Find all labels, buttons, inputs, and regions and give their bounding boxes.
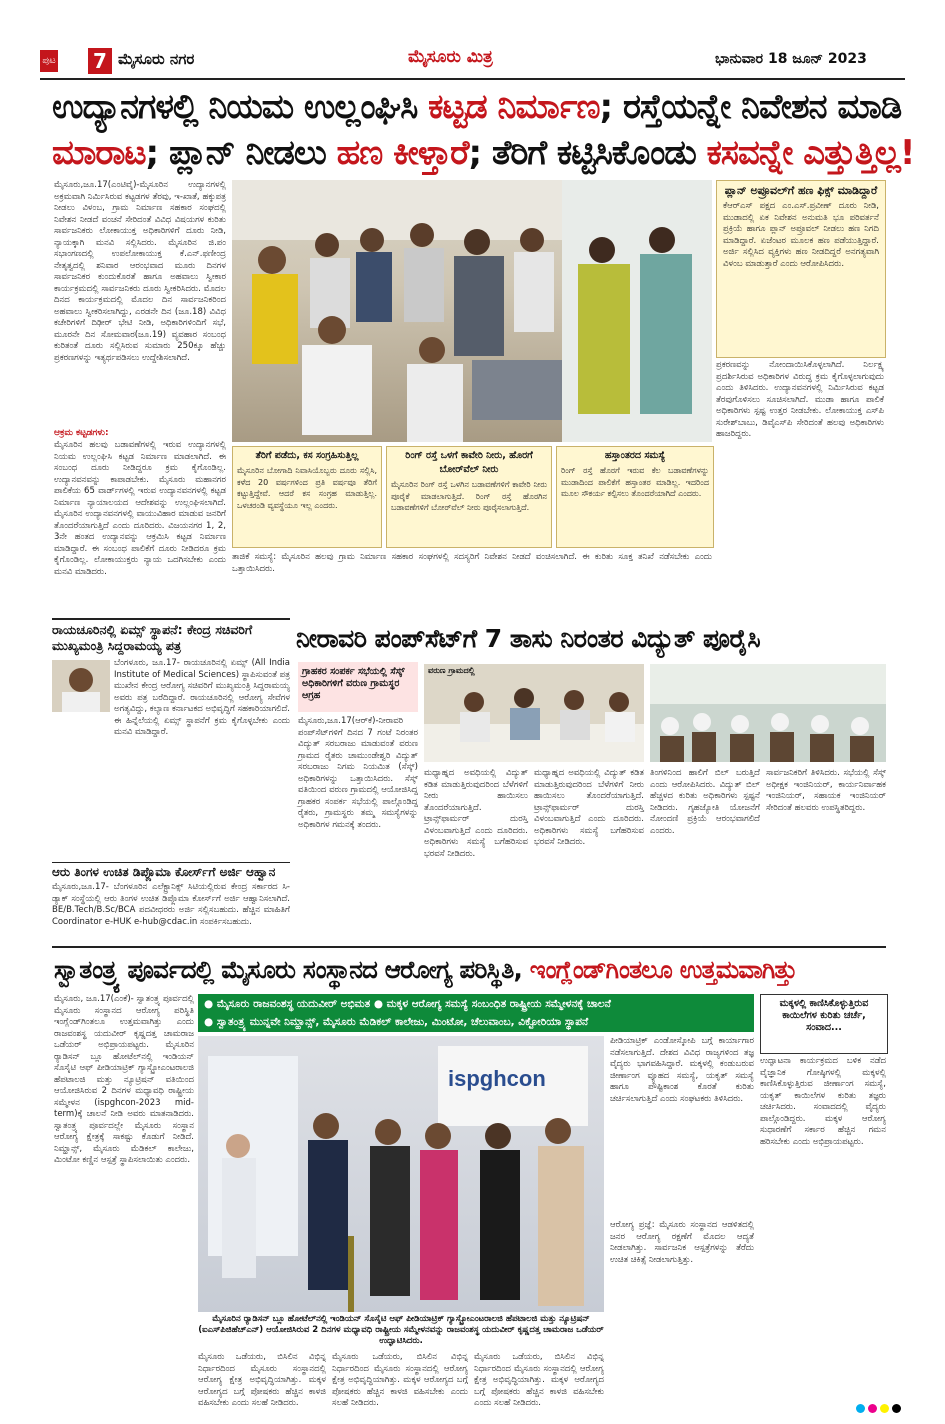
photo-label: ವರುಣ ಗ್ರಾಮದಲ್ಲಿ: [428, 666, 475, 675]
health-side-title: ಮಕ್ಕಳಲ್ಲಿ ಕಾಣಿಸಿಕೊಳ್ಳುತ್ತಿರುವ ಕಾಯಿಲೆಗಳ ಕುರಿತು ಚರ್ಚೆ, ಸಂವಾದ...: [779, 998, 869, 1033]
lead-subheading: ಆಕ್ರಮ ಕಟ್ಟಡಗಳು:: [54, 428, 109, 438]
pump-body-col4: ತಿಂಗಳಿನಿಂದ ಹಾಲಿಗೆ ಬಿಲ್ ಬರುತ್ತಿದೆ ಎಂದು ಆರೋಪಿಸಿದರು. ವಿದ್ಯುತ್ ಬಿಲ್ ಹೆಚ್ಚಳದ ಕುರಿತು ಅಧಿಕಾರಿಗಳು ಸ್ಪಷ್ಟನೆ ನೀಡಿದರು. ಗೃಹಜ್ಯೋತಿ ಯೋಜನೆಗೆ ನೋಂದಣಿ ಪ್ರಕ್ರಿಯೆ ಆರಂಭವಾಗಲಿದೆ ಎಂದರು.: [650, 768, 760, 836]
magenta-mark-icon: [868, 1404, 877, 1413]
info-box-1-body: ಮೈಸೂರಿನ ಬೋಗಾದಿ ನಿವಾಸಿಯೊಬ್ಬರು ದೂರು ಸಲ್ಲಿಸಿ, ಕಳೆದ 20 ವರ್ಷಗಳಿಂದ ಪ್ರತಿ ವರ್ಷವೂ ತೆರಿಗೆ ಕಟ್ಟುತ್ತಿದ್ದೇವೆ. ಆದರೆ ಕಸ ಸಂಗ್ರಹ ಮಾಡುತ್ತಿಲ್ಲ. ಒಳಚರಂಡಿ ವ್ಯವಸ್ಥೆಯೂ ಇಲ್ಲ ಎಂದರು.: [237, 466, 377, 510]
info-box-3-body: ರಿಂಗ್ ರಸ್ತೆ ಹೊರಗೆ ಇರುವ ಕೆಲ ಬಡಾವಣೆಗಳನ್ನು ಮುಡಾದಿಂದ ಪಾಲಿಕೆಗೆ ಹಸ್ತಾಂತರ ಮಾಡಿಲ್ಲ. ಇದರಿಂದ ಮೂಲ ಸೌಕರ್ಯ ಕಲ್ಪಿಸಲು ತೊಂದರೆಯಾಗಿದೆ ಎಂದರು.: [561, 466, 709, 498]
pump-photo-1: [424, 664, 644, 762]
yellow-mark-icon: [880, 1404, 889, 1413]
lead-body-col1: ಮೈಸೂರು,ಜೂ.17(ಎಂಟಿವೈ)-ಮೈಸೂರಿನ ಉದ್ಯಾನಗಳಲ್ಲಿ ಅಕ್ರಮವಾಗಿ ನಿರ್ಮಿಸಿರುವ ಕಟ್ಟಡಗಳ ತೆರವು, ಇ-ಖಾತೆ, ಹಕ್ಕುಪತ್ರ ನೀಡಲು ವಿಳಂಬ, ಗ್ರಾಮ ನಿರ್ಮಾಣ ಸಹಕಾರ ಸಂಘದಲ್ಲಿ ನಿವೇಶನ ನೀಡದೆ ವಂಚನೆ ಸೇರಿದಂತೆ ವಿವಿಧ ವಿಷಯಗಳ ಕುರಿತು ಸಾರ್ವಜನಿಕರು ಲೋಕಾಯುಕ್ತ ಅಧಿಕಾರಿಗಳಿಗೆ ದೂರು ನೀಡಿ, ನ್ಯಾಯಕ್ಕಾಗಿ ಮನವಿ ಸಲ್ಲಿಸಿದರು. ಮೈಸೂರಿನ ಜಿ.ಪಂ ಸಭಾಂಗಣದಲ್ಲಿ ಉಪಲೋಕಾಯುಕ್ತ ಕೆ.ಎನ್.ಫಣೀಂದ್ರ ನೇತೃತ್ವದಲ್ಲಿ ಶನಿವಾರ ಆರಂಭವಾದ ಮೂರು ದಿನಗಳ ಸಾರ್ವಜನಿಕರ ಕುಂದುಕೊರತೆ ಹಾಗೂ ಅಹವಾಲು ಸ್ವೀಕಾರ ಕಾರ್ಯಕ್ರಮದಲ್ಲಿ ಸಾರ್ವಜನಿಕರು ದೂರು ಸ್ವೀಕರಿಸಿದರು. ಮೊದಲ ದಿನದ ಕಾರ್ಯಕ್ರಮದಲ್ಲಿ ಮೊದಲ ದಿನ ಸಾರ್ವಜನಿಕರಿಂದ ಅಹವಾಲು ಸ್ವೀಕರಿಸಲಾಗಿದ್ದು, ಎರಡನೇ ದಿನ (ಜೂ.18) ವಿವಿಧ ಕಚೇರಿಗಳಿಗೆ ದಿಢೀರ್ ಭೇಟಿ ನೀಡಿ, ಅಧಿಕಾರಿಗಳಿಂದಿಗೆ ಸಭೆ, ಮೂರನೇ ದಿನ ಸೋಮವಾರ(ಜೂ.19) ವ್ಯವಹಾರ ಸಂಬಂಧ ಕುರಿತಂತೆ ದೂರು ಸಲ್ಲಿಸಿರುವ ಸುಮಾರು 250ಕ್ಕೂ ಹೆಚ್ಚು ಪ್ರಕರಣಗಳನ್ನು ಇತ್ಯರ್ಥಪಡಿಸಲು ಉದ್ದೇಶಿಸಲಾಗಿದೆ.: [54, 180, 226, 363]
info-box-2-body: ಮೈಸೂರಿನ ರಿಂಗ್ ರಸ್ತೆ ಒಳಗಿನ ಬಡಾವಣೆಗಳಿಗೆ ಕಾವೇರಿ ನೀರು ಪೂರೈಕೆ ಮಾಡಲಾಗುತ್ತಿದೆ. ರಿಂಗ್ ರಸ್ತೆ ಹೊರಗಿನ ಬಡಾವಣೆಗಳಿಗೆ ಬೋರ್‌ವೆಲ್ ನೀರು ಪೂರೈಸಲಾಗುತ್ತಿದೆ.: [391, 480, 547, 512]
lead-body-bottom: ತಾಜಿಕೆ ಸಮಸ್ಯೆ: ಮೈಸೂರಿನ ಹಲವು ಗ್ರಾಮ ನಿರ್ಮಾಣ ಸಹಕಾರ ಸಂಘಗಳಲ್ಲಿ ಸದಸ್ಯರಿಗೆ ನಿವೇಶನ ನೀಡದೆ ವಂಚಿಸಲಾಗಿದೆ. ಈ ಕುರಿತು ಸೂಕ್ತ ತನಿಖೆ ನಡೆಸಬೇಕು ಎಂದು ಒತ್ತಾಯಿಸಿದರು.: [232, 552, 712, 574]
lead-headline-line2: [52, 130, 914, 176]
info-box-2-title: ರಿಂಗ್ ರಸ್ತೆ ಒಳಗೆ ಕಾವೇರಿ ನೀರು, ಹೊರಗೆ ಬೋರ್‌ವೆಲ್ ನೀರು: [405, 450, 533, 475]
course-body: ಮೈಸೂರು,ಜೂ.17- ಬೆಂಗಳೂರಿನ ಎಲೆಕ್ಟ್ರಾನಿಕ್ಸ್ ಸಿಟಿಯಲ್ಲಿರುವ ಕೇಂದ್ರ ಸರ್ಕಾರದ ಸಿ-ಡ್ಯಾಕ್ ಸಂಸ್ಥೆಯಲ್ಲಿ ಆರು ತಿಂಗಳ ಉಚಿತ ಡಿಪ್ಲೊಮಾ ಕೋರ್ಸ್‌ಗೆ ಅರ್ಜಿ ಆಹ್ವಾನಿಸಲಾಗಿದೆ. BE/B.Tech/B.Sc/BCA ಪದವೀಧರರು ಅರ್ಜಿ ಸಲ್ಲಿಸಬಹುದು. ಹೆಚ್ಚಿನ ಮಾಹಿತಿಗೆ Coordinator e-HUK e-hub@cdac.in ಸಂಪರ್ಕಿಸಬಹುದು.: [52, 882, 290, 927]
headline-part: ಉದ್ಯಾನಗಳಲ್ಲಿ ನಿಯಮ ಉಲ್ಲಂಘಿಸಿ: [52, 87, 429, 127]
health-body-mid3: ಮೈಸೂರು ಒಡೆಯರು, ಬಿಸಿಲಿನ ವಿಭಿನ್ನ ನಿರ್ಧಾರದಿಂದ ಮೈಸೂರು ಸಂಸ್ಥಾನದಲ್ಲಿ ಆರೋಗ್ಯ ಕ್ಷೇತ್ರ ಅಭಿವೃದ್ಧಿಯಾಗಿತ್ತು. ಮಕ್ಕಳ ಆರೋಗ್ಯದ ಬಗ್ಗೆ ಪೋಷಕರು ಹೆಚ್ಚಿನ ಕಾಳಜಿ ವಹಿಸಬೇಕು ಎಂದು ಸಲಹೆ ನೀಡಿದರು.: [474, 1352, 604, 1408]
health-body-col1: ಮೈಸೂರು, ಜೂ.17(ಎಂಕೆ)- ಸ್ವಾತಂತ್ರ್ಯ ಪೂರ್ವದಲ್ಲಿ ಮೈಸೂರು ಸಂಸ್ಥಾನದ ಆರೋಗ್ಯ ಪರಿಸ್ಥಿತಿ ಇಂಗ್ಲೆಂಡ್‌ಗಿಂತಲೂ ಉತ್ತಮವಾಗಿತ್ತು ಎಂದು ರಾಜವಂಶಸ್ಥ ಯದುವೀರ್ ಕೃಷ್ಣದತ್ತ ಚಾಮರಾಜ ಒಡೆಯರ್ ಅಭಿಪ್ರಾಯಪಟ್ಟರು. ಮೈಸೂರಿನ ರ‍್ಯಾಡಿಸನ್ ಬ್ಲೂ ಹೋಟೆಲ್‌ನಲ್ಲಿ ಇಂಡಿಯನ್ ಸೊಸೈಟಿ ಆಫ್ ಪೀಡಿಯಾಟ್ರಿಕ್ ಗ್ಯಾಸ್ಟ್ರೋಎಂಟರಾಲಜಿ ಹೆಪಟಾಲಜಿ ಮತ್ತು ನ್ಯೂಟ್ರಿಷನ್ ವತಿಯಿಂದ ಆಯೋಜಿಸಿರುವ 2 ದಿನಗಳ ಮಧ್ಯಾವಧಿ ರಾಷ್ಟ್ರೀಯ ಸಮ್ಮೇಳನ (ispghcon-2023 mid-term)ಕ್ಕೆ ಚಾಲನೆ ನೀಡಿ ಅವರು ಮಾತನಾಡಿದರು. ಸ್ವಾತಂತ್ರ್ಯ ಪೂರ್ವದಲ್ಲೇ ಮೈಸೂರು ಸಂಸ್ಥಾನ ಆರೋಗ್ಯ ಕ್ಷೇತ್ರಕ್ಕೆ ಸಾಕಷ್ಟು ಕೊಡುಗೆ ನೀಡಿದೆ. ನಿಮ್ಹಾನ್ಸ್, ಮೈಸೂರು ಮೆಡಿಕಲ್ ಕಾಲೇಜು, ಮಿಂಟೋ ಕಣ್ಣಿನ ಆಸ್ಪತ್ರೆ ಸ್ಥಾಪಿಸಲಾಯಿತು ಎಂದರು.: [54, 994, 194, 1165]
health-body-right1: ಪೀಡಿಯಾಟ್ರಿಕ್ ಎಂಡೋಸ್ಕೋಪಿ ಬಗ್ಗೆ ಕಾರ್ಯಾಗಾರ ನಡೆಸಲಾಗುತ್ತಿದೆ. ದೇಶದ ವಿವಿಧ ರಾಜ್ಯಗಳಿಂದ ತಜ್ಞ ವೈದ್ಯರು ಭಾಗವಹಿಸಿದ್ದಾರೆ. ಮಕ್ಕಳಲ್ಲಿ ಕಂಡುಬರುವ ಜೀರ್ಣಾಂಗ ವ್ಯೂಹದ ಸಮಸ್ಯೆ, ಯಕೃತ್ ಸಮಸ್ಯೆ ಹಾಗೂ ಪೌಷ್ಟಿಕಾಂಶ ಕೊರತೆ ಕುರಿತು ಚರ್ಚಿಸಲಾಗುತ್ತಿದೆ ಎಂದು ಸಂಘಟಕರು ತಿಳಿಸಿದರು.: [610, 1036, 754, 1104]
lead-body-right: ಪ್ರಕರಣವನ್ನು ನೋಂದಾಯಿಸಿಕೊಳ್ಳಲಾಗಿದೆ. ನಿರ್ಲಕ್ಷ್ಯ ಪ್ರದರ್ಶಿಸಿರುವ ಅಧಿಕಾರಿಗಳ ವಿರುದ್ಧ ಕ್ರಮ ಕೈಗೊಳ್ಳಲಾಗುವುದು ಎಂದು ತಿಳಿಸಿದರು. ಉದ್ಯಾನವನಗಳಲ್ಲಿ ನಿರ್ಮಿಸಿರುವ ಕಟ್ಟಡ ತೆರವುಗೊಳಿಸಲು ಸೂಚಿಸಲಾಗಿದೆ. ಮುಡಾ ಹಾಗೂ ಪಾಲಿಕೆ ಅಧಿಕಾರಿಗಳು ಸ್ಪಷ್ಟ ಉತ್ತರ ನೀಡಬೇಕು. ಲೋಕಾಯುಕ್ತ ಎಸ್‌ಪಿ ಸುರೇಶ್‌ಬಾಬು, ಡಿವೈಎಸ್‌ಪಿ ಸೇರಿದಂತೆ ಹಲವು ಅಧಿಕಾರಿಗಳು ಹಾಜರಿದ್ದರು.: [716, 360, 884, 439]
sidebar-body: ಕೆಆರ್‌ಎಸ್ ಪಕ್ಷದ ಎಂ.ಎಸ್.ಪ್ರವೀಣ್ ದೂರು ನೀಡಿ, ಮುಡಾದಲ್ಲಿ ಏಕ ನಿವೇಶನ ಅನುಮತಿ ಭೂ ಪರಿವರ್ತನೆ ಪ್ರಕ್ರಿಯೆ ಹಾಗೂ ಪ್ಲಾನ್ ಅಪ್ರೂವಲ್ ನೀಡಲು ಹಣ ನಿಗದಿ ಮಾಡಿದ್ದಾರೆ. ಏಜೆಂಟರ ಮೂಲಕ ಹಣ ಪಡೆಯುತ್ತಿದ್ದಾರೆ. ಅರ್ಜಿ ಸಲ್ಲಿಸಿದ ವ್ಯಕ್ತಿಗಳು ಹಣ ನೀಡದಿದ್ದರೆ ಅನಗತ್ಯವಾಗಿ ವಿಳಂಬ ಮಾಡುತ್ತಾರೆ ಎಂದು ಆರೋಪಿಸಿದರು.: [723, 201, 879, 269]
pump-body-col1: ಮೈಸೂರು,ಜೂ.17(ಆರ್‌ಕೆ)-ನೀರಾವರಿ ಪಂಪ್‌ಸೆಟ್‌ಗಳಿಗೆ ದಿನದ 7 ಗಂಟೆ ನಿರಂತರ ವಿದ್ಯುತ್ ಸರಬರಾಜು ಮಾಡುವಂತೆ ವರುಣ ಗ್ರಾಮದ ರೈತರು ಚಾಮುಂಡೇಶ್ವರಿ ವಿದ್ಯುತ್ ಸರಬರಾಜು ನಿಗಮ ನಿಯಮಿತ (ಸೆಸ್ಕ್) ಅಧಿಕಾರಿಗಳನ್ನು ಒತ್ತಾಯಿಸಿದರು. ಸೆಸ್ಕ್ ವತಿಯಿಂದ ವರುಣ ಗ್ರಾಮದಲ್ಲಿ ಆಯೋಜಿಸಿದ್ದ ಗ್ರಾಹಕರ ಸಂಪರ್ಕ ಸಭೆಯಲ್ಲಿ ಪಾಲ್ಗೊಂಡಿದ್ದ ರೈತರು, ಗ್ರಾಮಸ್ಥರು ತಮ್ಮ ಸಮಸ್ಯೆಗಳನ್ನು ಅಧಿಕಾರಿಗಳ ಗಮನಕ್ಕೆ ತಂದರು.: [298, 716, 418, 830]
health-rule: [52, 946, 886, 948]
pump-body-col2: ಮಧ್ಯಾಹ್ನದ ಅವಧಿಯಲ್ಲಿ ವಿದ್ಯುತ್ ಕಡಿತ ಮಾಡುತ್ತಿರುವುದರಿಂದ ಬೆಳೆಗಳಿಗೆ ನೀರು ಹಾಯಿಸಲು ತೊಂದರೆಯಾಗುತ್ತಿದೆ. ಟ್ರಾನ್ಸ್‌ಫಾರ್ಮರ್ ದುರಸ್ತಿ ವಿಳಂಬವಾಗುತ್ತಿದೆ ಎಂದು ದೂರಿದರು. ಅಧಿಕಾರಿಗಳು ಸಮಸ್ಯೆ ಬಗೆಹರಿಸುವ ಭರವಸೆ ನೀಡಿದರು.: [424, 768, 528, 859]
headline-part: ; ರಸ್ತೆಯನ್ನೇ ನಿವೇಶನ ಮಾಡಿ: [599, 87, 902, 127]
officials-seated-image: [424, 664, 644, 762]
pump-subhead: ಗ್ರಾಹಕರ ಸಂಪರ್ಕ ಸಭೆಯಲ್ಲಿ ಸೆಸ್ಕ್ ಅಧಿಕಾರಿಗಳಿಗೆ ವರುಣ ಗ್ರಾಮಸ್ಥರ ಆಗ್ರಹ: [302, 666, 405, 701]
aims-rule: [52, 618, 290, 620]
sidebar-box: [716, 180, 886, 358]
health-body-mid1: ಮೈಸೂರು ಒಡೆಯರು, ಬಿಸಿಲಿನ ವಿಭಿನ್ನ ನಿರ್ಧಾರದಿಂದ ಮೈಸೂರು ಸಂಸ್ಥಾನದಲ್ಲಿ ಆರೋಗ್ಯ ಕ್ಷೇತ್ರ ಅಭಿವೃದ್ಧಿಯಾಗಿತ್ತು. ಮಕ್ಕಳ ಆರೋಗ್ಯದ ಬಗ್ಗೆ ಪೋಷಕರು ಹೆಚ್ಚಿನ ಕಾಳಜಿ ವಹಿಸಬೇಕು ಎಂದು ಸಲಹೆ ನೀಡಿದರು.: [198, 1352, 326, 1408]
info-box-3: [556, 446, 714, 548]
aims-body: ಬೆಂಗಳೂರು, ಜೂ.17- ರಾಯಚೂರಿನಲ್ಲಿ ಏಮ್ಸ್ (All India Institute of Medical Sciences) ಸ್ಥಾಪಿಸುವಂತೆ ಪತ್ರ ಮುಖೇನ ಕೇಂದ್ರ ಆರೋಗ್ಯ ಸಚಿವರಿಗೆ ಮುಖ್ಯಮಂತ್ರಿ ಸಿದ್ದರಾಮಯ್ಯ ಅವರು ಪತ್ರ ಬರೆದಿದ್ದಾರೆ. ರಾಯಚೂರಿನಲ್ಲಿ ಆರೋಗ್ಯ ಸೇವೆಗಳ ಅಗತ್ಯವಿದ್ದು, ಕಲ್ಯಾಣ ಕರ್ನಾಟಕದ ಅಭಿವೃದ್ಧಿಗೆ ಸಹಕಾರಿಯಾಗಲಿದೆ. ಈ ಹಿನ್ನೆಲೆಯಲ್ಲಿ ಏಮ್ಸ್ ಸ್ಥಾಪನೆಗೆ ಕ್ರಮ ಕೈಗೊಳ್ಳಬೇಕು ಎಂದು ಮನವಿ ಮಾಡಿದ್ದಾರೆ.: [114, 658, 290, 737]
health-headline-highlight: ಇಂಗ್ಲೆಂಡ್‌ಗಿಂತಲೂ ಉತ್ತಮವಾಗಿತ್ತು: [529, 955, 797, 984]
conference-caption: ಮೈಸೂರಿನ ರ‍್ಯಾಡಿಸನ್ ಬ್ಲೂ ಹೋಟೆಲ್‌ನಲ್ಲಿ ಇಂಡಿಯನ್ ಸೊಸೈಟಿ ಆಫ್ ಪೀಡಿಯಾಟ್ರಿಕ್ ಗ್ಯಾಸ್ಟ್ರೋಎಂಟರಾಲಜಿ ಹೆಪಟಾಲಜಿ ಮತ್ತು ನ್ಯೂಟ್ರಿಷನ್ (ಐಎಸ್‌ಪಿಜಿಹೆಚ್‌ಎನ್) ಆಯೋಜಿಸಿರುವ 2 ದಿನಗಳ ಮಧ್ಯಾವಧಿ ರಾಷ್ಟ್ರೀಯ ಸಮ್ಮೇಳನವನ್ನು ರಾಜವಂಶಸ್ಥ ಯದುವೀರ್ ಕೃಷ್ಣದತ್ತ ಚಾಮರಾಜ ಒಡೆಯರ್ ಉದ್ಘಾಟಿಸಿದರು.: [198, 1314, 604, 1346]
page-label: ಪುಟ: [40, 50, 58, 72]
health-side-body: ಉದ್ಘಾಟನಾ ಕಾರ್ಯಕ್ರಮದ ಬಳಿಕ ನಡೆದ ವೈಜ್ಞಾನಿಕ ಗೋಷ್ಠಿಗಳಲ್ಲಿ ಮಕ್ಕಳಲ್ಲಿ ಕಾಣಿಸಿಕೊಳ್ಳುತ್ತಿರುವ ಜೀರ್ಣಾಂಗ ಸಮಸ್ಯೆ, ಯಕೃತ್ ಕಾಯಿಲೆಗಳ ಕುರಿತು ತಜ್ಞರು ಚರ್ಚಿಸಿದರು. ಸಂವಾದದಲ್ಲಿ ವೈದ್ಯರು ಪಾಲ್ಗೊಂಡಿದ್ದರು. ಮಕ್ಕಳ ಆರೋಗ್ಯ ಸುಧಾರಣೆಗೆ ಸರ್ಕಾರ ಹೆಚ್ಚಿನ ಗಮನ ಹರಿಸಬೇಕು ಎಂದು ಅಭಿಪ್ರಾಯಪಟ್ಟರು.: [760, 1056, 886, 1147]
info-box-1-title: ತೆರಿಗೆ ಪಡೆದು, ಕಸ ಸಂಗ್ರಹಿಸುತ್ತಿಲ್ಲ: [255, 450, 359, 461]
conference-photo: [198, 1036, 604, 1312]
headline-part: ; ಪ್ಲಾನ್ ನೀಡಲು: [145, 133, 337, 173]
sidebar-title: ಪ್ಲಾನ್ ಅಪ್ರೂವಲ್‌ಗೆ ಹಣ ಫಿಕ್ಸ್ ಮಾಡಿದ್ದಾರೆ: [724, 184, 878, 197]
pump-subhead-box: [298, 662, 418, 712]
portrait-image: [52, 660, 110, 712]
aims-headline: ರಾಯಚೂರಿನಲ್ಲಿ ಏಮ್ಸ್ ಸ್ಥಾಪನೆ: ಕೇಂದ್ರ ಸಚಿವರಿಗೆ ಮುಖ್ಯಮಂತ್ರಿ ಸಿದ್ದರಾಮಯ್ಯ ಪತ್ರ: [52, 622, 253, 653]
health-body-right2: ಆರೋಗ್ಯ ಪ್ರಜ್ಞೆ: ಮೈಸೂರು ಸಂಸ್ಥಾನದ ಆಡಳಿತದಲ್ಲಿ ಜನರ ಆರೋಗ್ಯ ರಕ್ಷಣೆಗೆ ಮೊದಲ ಆದ್ಯತೆ ನೀಡಲಾಗಿತ್ತು. ಸಾರ್ವಜನಿಕ ಆಸ್ಪತ್ರೆಗಳನ್ನು ತೆರೆದು ಉಚಿತ ಚಿಕಿತ್ಸೆ ನೀಡಲಾಗುತ್ತಿತ್ತು.: [610, 1220, 754, 1265]
section-name: ಮೈಸೂರು ನಗರ: [118, 50, 195, 68]
health-body-mid2: ಮೈಸೂರು ಒಡೆಯರು, ಬಿಸಿಲಿನ ವಿಭಿನ್ನ ನಿರ್ಧಾರದಿಂದ ಮೈಸೂರು ಸಂಸ್ಥಾನದಲ್ಲಿ ಆರೋಗ್ಯ ಕ್ಷೇತ್ರ ಅಭಿವೃದ್ಧಿಯಾಗಿತ್ತು. ಮಕ್ಕಳ ಆರೋಗ್ಯದ ಬಗ್ಗೆ ಪೋಷಕರು ಹೆಚ್ಚಿನ ಕಾಳಜಿ ವಹಿಸಬೇಕು ಎಂದು ಸಲಹೆ ನೀಡಿದರು.: [332, 1352, 468, 1408]
pump-headline: [296, 620, 886, 660]
info-box-3-title: ಹಸ್ತಾಂತರದ ಸಮಸ್ಯೆ: [604, 450, 666, 461]
pump-headline-text: ನೀರಾವರಿ ಪಂಪ್‌ಸೆಟ್‌ಗೆ 7 ತಾಸು ನಿರಂತರ ವಿದ್ಯುತ್ ಪೂರೈಸಿ: [296, 624, 761, 653]
lead-photo: [232, 180, 712, 442]
headline-highlight: ಹಣ ಕೀಳ್ತಾರೆ: [336, 133, 469, 173]
cyan-mark-icon: [856, 1404, 865, 1413]
headline-part: ; ತೆರಿಗೆ ಕಟ್ಟಿಸಿಕೊಂಡು: [468, 133, 707, 173]
health-bullets: [198, 994, 754, 1032]
headline-highlight: ಕಟ್ಟಡ ನಿರ್ಮಾಣ: [428, 87, 600, 127]
health-bullet-2: ● ಸ್ವಾತಂತ್ರ್ಯ ಮುನ್ನವೇ ನಿಮ್ಹಾನ್ಸ್, ಮೈಸೂರು ಮೆಡಿಕಲ್ ಕಾಲೇಜು, ಮಿಂಟೋ, ಚೆಲುವಾಂಬ, ವಿಕ್ಟೋರಿಯಾ ಸ್ಥಾಪನೆ: [204, 1016, 589, 1028]
black-mark-icon: [892, 1404, 901, 1413]
lead-headline-line1: [52, 84, 901, 130]
pump-body-col3: ಮಧ್ಯಾಹ್ನದ ಅವಧಿಯಲ್ಲಿ ವಿದ್ಯುತ್ ಕಡಿತ ಮಾಡುತ್ತಿರುವುದರಿಂದ ಬೆಳೆಗಳಿಗೆ ನೀರು ಹಾಯಿಸಲು ತೊಂದರೆಯಾಗುತ್ತಿದೆ. ಟ್ರಾನ್ಸ್‌ಫಾರ್ಮರ್ ದುರಸ್ತಿ ವಿಳಂಬವಾಗುತ್ತಿದೆ ಎಂದು ದೂರಿದರು. ಅಧಿಕಾರಿಗಳು ಸಮಸ್ಯೆ ಬಗೆಹರಿಸುವ ಭರವಸೆ ನೀಡಿದರು.: [534, 768, 644, 847]
lead-body-col1b: ಮೈಸೂರಿನ ಹಲವು ಬಡಾವಣೆಗಳಲ್ಲಿ ಇರುವ ಉದ್ಯಾನಗಳಲ್ಲಿ ನಿಯಮ ಉಲ್ಲಂಘಿಸಿ ಕಟ್ಟಡ ನಿರ್ಮಾಣ ಮಾಡಲಾಗಿದೆ. ಈ ಸಂಬಂಧ ದೂರು ನೀಡಿದ್ದರೂ ಕ್ರಮ ಕೈಗೊಂಡಿಲ್ಲ. ಉದ್ಯಾನವನವನ್ನು ಕಾಪಾಡಬೇಕು. ಮೈಸೂರು ಮಹಾನಗರ ಪಾಲಿಕೆಯ 65 ವಾರ್ಡ್‌ಗಳಲ್ಲಿ ಇರುವ ಉದ್ಯಾನವನಗಳಲ್ಲಿ ಕಟ್ಟಡ ನಿರ್ಮಾಣ ನ್ಯಾಯಾಲಯದ ಆದೇಶವನ್ನು ಉಲ್ಲಂಘಿಸಲಾಗಿದೆ. ಮೈಸೂರಿನ ಉದ್ಯಾನವನಗಳಲ್ಲಿ ವಾಯುವಿಹಾರ ಮಾಡುವ ಜನರಿಗೆ ತೊಂದರೆಯಾಗುತ್ತಿದೆ ಎಂದು ದೂರಿದರು. ವಿಜಯನಗರ 1, 2, 3ನೇ ಹಂತದ ಉದ್ಯಾನವನ್ನು ಆಕ್ರಮಿಸಿ ಕಟ್ಟಡ ನಿರ್ಮಾಣ ಮಾಡಿದ್ದಾರೆ. ಈ ಸಂಬಂಧ ಪಾಲಿಕೆಗೆ ದೂರು ನೀಡಿದರೂ ಕ್ರಮ ಕೈಗೊಂಡಿಲ್ಲ. ಲೋಕಾಯುಕ್ತರು ನ್ಯಾಯ ಒದಗಿಸಬೇಕು ಎಂದು ಮನವಿ ಮಾಡಿದರು.: [54, 440, 226, 577]
info-box-2: [386, 446, 552, 548]
pump-body-col5: ಸಾರ್ವಜನಿಕರಿಗೆ ತಿಳಿಸಿದರು. ಸಭೆಯಲ್ಲಿ ಸೆಸ್ಕ್ ಅಧೀಕ್ಷಕ ಇಂಜಿನಿಯರ್, ಕಾರ್ಯನಿರ್ವಾಹಕ ಇಂಜಿನಿಯರ್, ಸಹಾಯಕ ಇಂಜಿನಿಯರ್ ಸೇರಿದಂತೆ ಹಲವರು ಉಪಸ್ಥಿತರಿದ್ದರು.: [766, 768, 886, 813]
issue-date: ಭಾನುವಾರ 18 ಜೂನ್ 2023: [715, 51, 867, 67]
health-headline-part: ಸ್ವಾತಂತ್ರ್ಯ ಪೂರ್ವದಲ್ಲಿ ಮೈಸೂರು ಸಂಸ್ಥಾನದ ಆರೋಗ್ಯ ಪರಿಸ್ಥಿತಿ,: [54, 955, 530, 984]
headline-highlight: ಮಾರಾಟ: [52, 133, 146, 173]
conference-inauguration-image: [198, 1036, 604, 1312]
minister-photo: [52, 660, 110, 712]
health-headline: [54, 950, 888, 990]
info-box-1: [232, 446, 382, 548]
svg-text:ispghcon: ispghcon: [448, 1066, 546, 1091]
pump-photo-2: [650, 664, 886, 762]
course-rule: [52, 862, 290, 863]
health-bullet-1: ● ಮೈಸೂರು ರಾಜವಂಶಸ್ಥ ಯದುವೀರ್ ಅಭಿಮತ ● ಮಕ್ಕಳ ಆರೋಗ್ಯ ಸಮಸ್ಯೆ ಸಂಬಂಧಿತ ರಾಷ್ಟ್ರೀಯ ಸಮ್ಮೇಳನಕ್ಕೆ ಚಾಲನೆ: [204, 998, 611, 1010]
page-number: 7: [88, 48, 112, 74]
headline-highlight: ಕಸವನ್ನೇ ಎತ್ತುತ್ತಿಲ್ಲ!: [706, 133, 915, 173]
villagers-image: [650, 664, 886, 762]
course-headline: ಆರು ತಿಂಗಳ ಉಚಿತ ಡಿಪ್ಲೊಮಾ ಕೋರ್ಸ್‌ಗೆ ಅರ್ಜಿ ಆಹ್ವಾನ: [52, 865, 276, 879]
masthead: ಮೈಸೂರು ಮಿತ್ರ: [408, 47, 493, 67]
officials-meeting-image: [232, 180, 712, 442]
health-side-box: [760, 994, 888, 1054]
